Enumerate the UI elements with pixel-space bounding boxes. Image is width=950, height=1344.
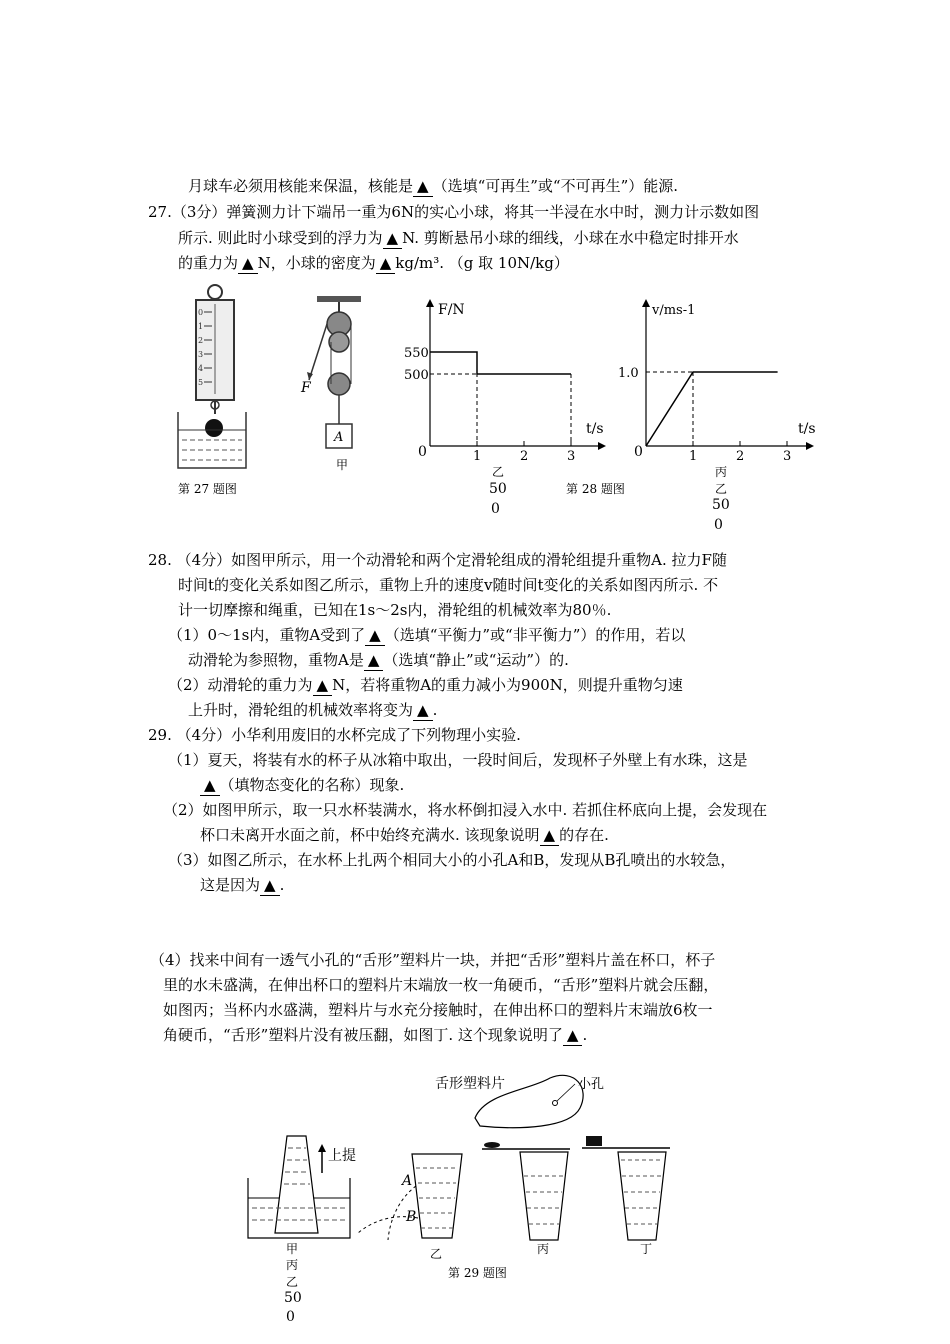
x-tick-label: 1	[473, 449, 482, 464]
y-axis-label: F/N	[438, 302, 465, 318]
fig29-bing-sub: 丙	[286, 1258, 299, 1272]
x-axis-label: t/s	[586, 421, 604, 437]
fig29-yi-sub: 乙	[286, 1275, 299, 1289]
answer-blank[interactable]: ▲	[376, 253, 396, 274]
fig28-bing-500: 50	[712, 497, 730, 513]
origin-label: 0	[634, 444, 643, 460]
text-line-nuclear: 月球车必须用核能来保温，核能是 ▲ （选填“可再生”或“不可再生”）能源.	[188, 177, 679, 195]
fig29-caption: 第 29 题图	[448, 1266, 507, 1280]
answer-blank[interactable]: ▲	[365, 625, 385, 646]
spring-scale-figure	[168, 282, 268, 472]
tongue-label: 舌形塑料片	[435, 1076, 505, 1092]
q29-part3b: 这是因为 ▲ .	[200, 876, 285, 894]
q27-line2: 所示. 则此时小球受到的浮力为 ▲ N. 剪断悬吊小球的细线，小球在水中稳定时排开水	[178, 229, 739, 247]
q29-part3a: （3）如图乙所示，在水杯上扎两个相同大小的小孔A和B，发现从B孔喷出的水较急，	[168, 851, 736, 869]
fig27-caption: 第 27 题图	[178, 482, 237, 496]
svg-text:2: 2	[198, 336, 204, 345]
lift-label: 上提	[328, 1148, 356, 1164]
q29-part2b: 杯口未离开水面之前，杯中始终充满水. 该现象说明 ▲ 的存在.	[200, 826, 609, 844]
q29-line1: 29. （4分）小华利用废旧的水杯完成了下列物理小实验.	[148, 726, 521, 744]
q28-line3: 计一切摩擦和绳重，已知在1s～2s内，滑轮组的机械效率为80％.	[178, 601, 612, 619]
fig29-ding-caption: 丁	[640, 1242, 653, 1256]
answer-blank[interactable]: ▲	[238, 253, 258, 274]
q29-part1b: ▲ （填物态变化的名称）现象.	[200, 775, 404, 796]
hole-a-label: A	[402, 1173, 413, 1189]
fig28-bing-0: 0	[714, 517, 723, 533]
svg-text:1: 1	[198, 322, 204, 331]
fig29-yi-caption: 乙	[430, 1247, 443, 1261]
answer-blank[interactable]: ▲	[563, 1025, 583, 1046]
fig28-caption: 第 28 题图	[566, 482, 625, 496]
y-tick-label: 550	[404, 346, 429, 361]
fig29-jia-caption: 甲	[286, 1242, 299, 1256]
q29-part4d: 角硬币，“舌形”塑料片没有被压翻，如图丁. 这个现象说明了 ▲ .	[163, 1026, 588, 1044]
q28-part1b: 动滑轮为参照物，重物A是 ▲ （选填“静止”或“运动”）的.	[188, 651, 569, 669]
fig28-bing-caption: 丙	[715, 465, 728, 479]
y-axis-label: v/ms-1	[652, 303, 696, 318]
hole-b-label: B	[406, 1209, 417, 1225]
answer-blank[interactable]: ▲	[260, 875, 280, 896]
answer-blank[interactable]: ▲	[413, 700, 433, 721]
answer-blank[interactable]: ▲	[413, 176, 433, 197]
origin-label: 0	[418, 444, 427, 460]
answer-blank[interactable]: ▲	[364, 650, 384, 671]
fig29-0-sub: 0	[286, 1309, 295, 1325]
q29-part4c: 如图丙；当杯内水盛满，塑料片与水充分接触时，在伸出杯口的塑料片末端放6枚一	[163, 1001, 713, 1019]
series-line	[646, 372, 778, 446]
answer-blank[interactable]: ▲	[383, 228, 403, 249]
fig29-bing-caption: 丙	[537, 1242, 550, 1256]
q27-line1: 27.（3分）弹簧测力计下端吊一重为6N的实心小球，将其一半浸在水中时，测力计示数如图	[148, 203, 760, 221]
svg-text:5: 5	[198, 378, 204, 387]
svg-text:0: 0	[198, 308, 204, 317]
x-tick-label: 2	[520, 449, 529, 464]
q29-part4a: （4）找来中间有一透气小孔的“舌形”塑料片一块，并把“舌形”塑料片盖在杯口，杯子	[150, 951, 716, 969]
fig28-yi-caption: 乙	[492, 465, 505, 479]
x-tick-label: 1	[689, 449, 698, 464]
x-axis-label: t/s	[798, 421, 816, 437]
x-tick-label: 3	[567, 449, 576, 464]
q29-part2a: （2）如图甲所示，取一只水杯装满水，将水杯倒扣浸入水中. 若抓住杯底向上提，会发现在	[163, 801, 768, 819]
y-tick-label: 1.0	[618, 366, 639, 381]
velocity-time-chart	[616, 296, 821, 466]
fig28-yi-0: 0	[491, 501, 500, 517]
q29-part4b: 里的水未盛满，在伸出杯口的塑料片末端放一枚一角硬币，“舌形”塑料片就会压翻，	[163, 976, 719, 994]
q28-part2b: 上升时，滑轮组的机械效率将变为 ▲ .	[188, 701, 438, 719]
q28-line1: 28. （4分）如图甲所示，用一个动滑轮和两个定滑轮组成的滑轮组提升重物A. 拉力F随	[148, 551, 727, 569]
fig29-illustration	[230, 1068, 700, 1278]
svg-text:3: 3	[198, 350, 204, 359]
series-line	[430, 352, 571, 374]
load-label: A	[334, 430, 344, 445]
fig29-500-sub: 50	[284, 1290, 302, 1306]
svg-text:4: 4	[198, 364, 204, 373]
pulley-figure	[295, 292, 375, 472]
force-label: F	[301, 380, 311, 396]
fig28-yi-500: 50	[489, 481, 507, 497]
q28-part2a: （2）动滑轮的重力为 ▲ N，若将重物A的重力减小为900N，则提升重物匀速	[168, 676, 683, 694]
answer-blank[interactable]: ▲	[200, 775, 220, 796]
y-tick-label: 500	[404, 368, 429, 383]
q28-part1a: （1）0～1s内，重物A受到了 ▲ （选填“平衡力”或“非平衡力”）的作用，若以	[168, 626, 686, 644]
q28-line2: 时间t的变化关系如图乙所示，重物上升的速度v随时间t变化的关系如图丙所示. 不	[178, 576, 719, 594]
x-tick-label: 2	[736, 449, 745, 464]
fig28-jia-caption: 甲	[336, 458, 349, 472]
x-tick-label: 3	[783, 449, 792, 464]
q27-line3: 的重力为 ▲ N，小球的密度为 ▲ kg/m³. （g 取 10N/kg）	[178, 254, 569, 272]
hole-label: 小孔	[578, 1077, 605, 1092]
answer-blank[interactable]: ▲	[313, 675, 333, 696]
q29-part1a: （1）夏天，将装有水的杯子从冰箱中取出，一段时间后，发现杯子外壁上有水珠，这是	[168, 751, 748, 769]
answer-blank[interactable]: ▲	[540, 825, 560, 846]
fig28-bing-yi: 乙	[715, 482, 728, 496]
force-time-chart	[398, 296, 613, 466]
